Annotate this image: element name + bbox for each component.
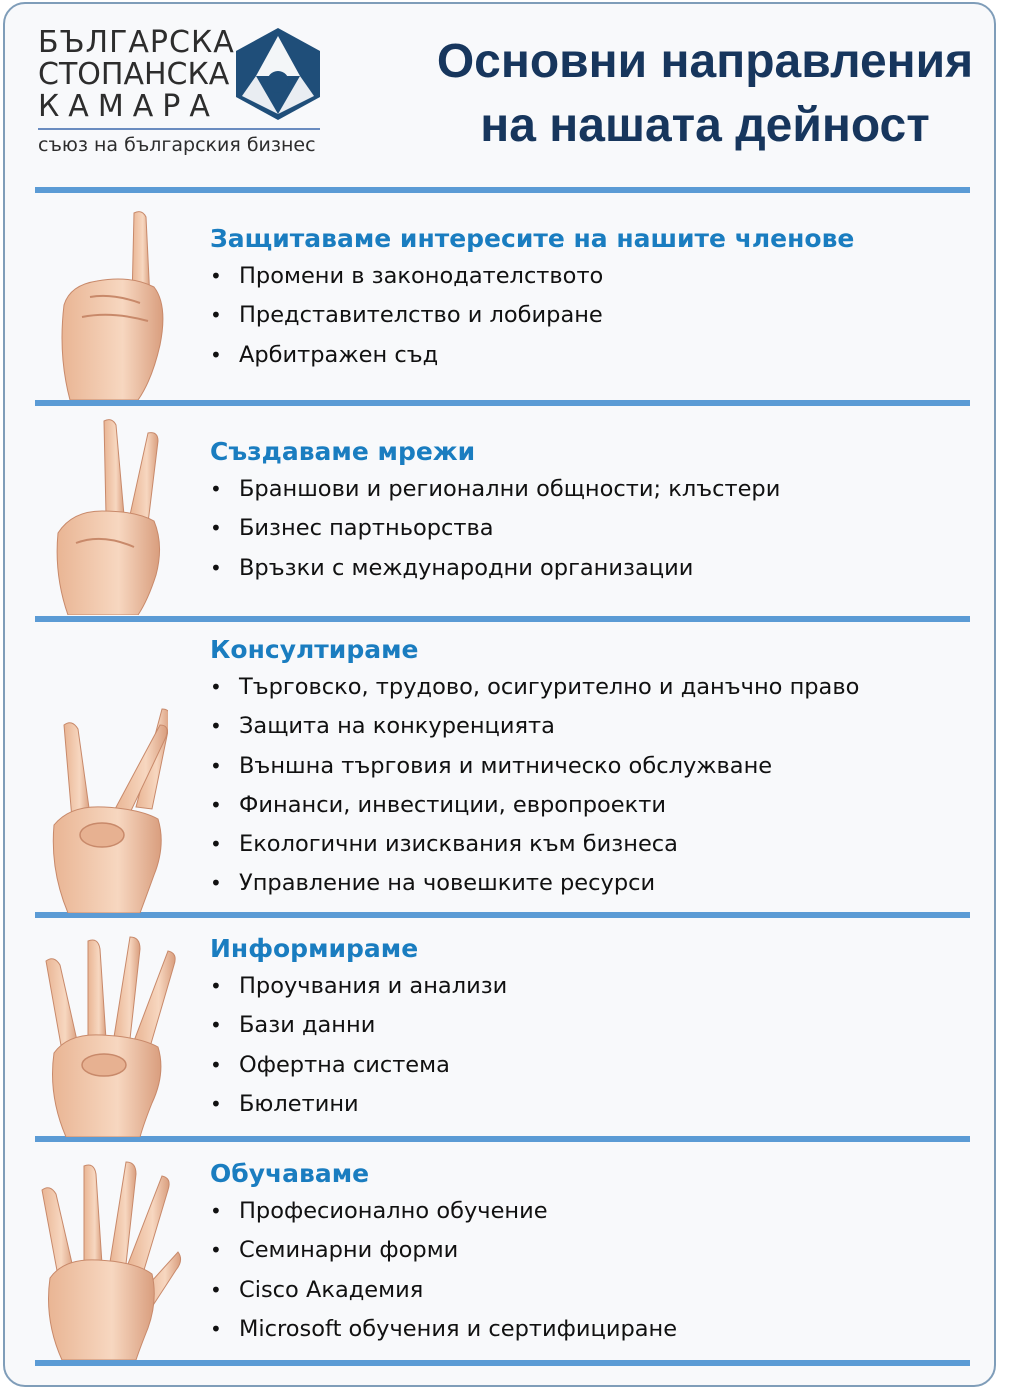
list-item: • Професионално обучение <box>210 1192 980 1231</box>
section-protect-interests <box>210 224 980 375</box>
logo-tagline: съюз на българския бизнес <box>38 134 316 156</box>
page-title <box>420 30 990 158</box>
divider <box>35 1360 970 1366</box>
list-item: • Офертна система <box>210 1046 980 1085</box>
list-item: • Управление на човешките ресурси <box>210 864 980 903</box>
logo-text-line2: СТОПАНСКА <box>38 57 230 92</box>
list-item: • Защита на конкуренцията <box>210 707 980 746</box>
three-fingers-hand-icon <box>50 705 168 913</box>
section-informing <box>210 934 980 1124</box>
list-item: • Бюлетини <box>210 1085 980 1124</box>
section-list <box>210 967 980 1124</box>
list-item: • Промени в законодателството <box>210 257 980 296</box>
section-list <box>210 470 980 588</box>
list-item: • Бази данни <box>210 1006 980 1045</box>
section-list <box>210 257 980 375</box>
bsk-logo <box>38 26 328 161</box>
logo-rule <box>38 128 320 130</box>
list-item: • Връзки с международни организации <box>210 549 980 588</box>
section-training <box>210 1159 980 1349</box>
section-heading: Обучаваме <box>210 1159 370 1188</box>
list-item: • Браншови и регионални общности; клъстери <box>210 470 980 509</box>
divider <box>35 400 970 406</box>
list-item: • Проучвания и анализи <box>210 967 980 1006</box>
divider <box>35 187 970 193</box>
list-item: • Арбитражен съд <box>210 336 980 375</box>
divider <box>35 912 970 918</box>
logo-text-line3: КАМАРА <box>38 89 219 124</box>
two-fingers-hand-icon <box>52 415 170 615</box>
list-item: • Външна търговия и митническо обслужване <box>210 747 980 786</box>
section-heading: Консултираме <box>210 635 419 664</box>
page-title-line1: Основни направления <box>436 35 974 88</box>
section-networks <box>210 437 980 588</box>
list-item: • Екологични изисквания към бизнеса <box>210 825 980 864</box>
section-consulting <box>210 635 980 904</box>
bsk-emblem-icon <box>234 26 322 122</box>
list-item: • Cisco Академия <box>210 1271 980 1310</box>
list-item: • Търговско, трудово, осигурително и данъчно право <box>210 668 980 707</box>
four-fingers-hand-icon <box>40 935 178 1137</box>
section-list <box>210 1192 980 1349</box>
list-item: • Бизнес партньорства <box>210 509 980 548</box>
section-heading: Създаваме мрежи <box>210 437 476 466</box>
page-title-line2: на нашата дейност <box>480 99 930 152</box>
section-heading: Защитаваме интересите на нашите членове <box>210 224 855 253</box>
divider <box>35 616 970 622</box>
logo-text-line1: БЪЛГАРСКА <box>38 25 235 60</box>
list-item: • Финанси, инвестиции, европроекти <box>210 786 980 825</box>
list-item: • Microsoft обучения и сертифициране <box>210 1310 980 1349</box>
five-fingers-hand-icon <box>38 1160 183 1360</box>
section-heading: Информираме <box>210 934 419 963</box>
list-item: • Представителство и лобиране <box>210 296 980 335</box>
list-item: • Семинарни форми <box>210 1231 980 1270</box>
section-list <box>210 668 980 904</box>
one-finger-hand-icon <box>52 205 170 400</box>
